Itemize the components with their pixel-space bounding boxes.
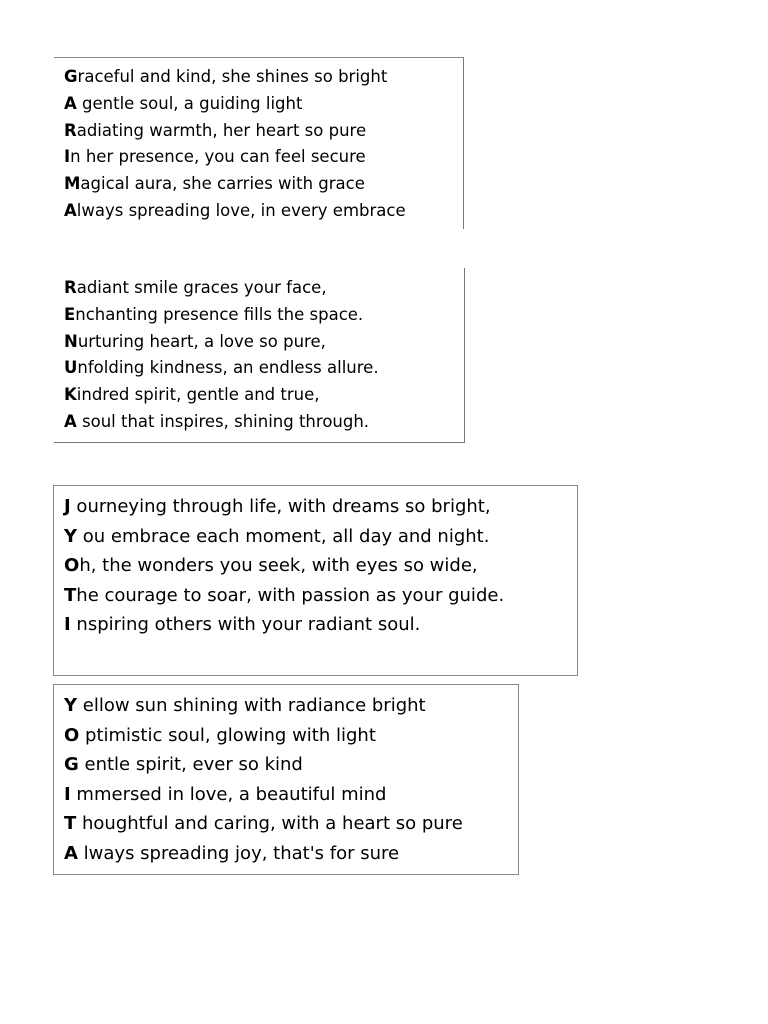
poem-line	[64, 275, 464, 302]
poem-line-initial: R	[64, 120, 77, 140]
poem-line-initial: G	[64, 67, 78, 86]
poem-line	[64, 409, 464, 436]
poem-line-text: ourneying through life, with dreams so bright,	[70, 496, 491, 517]
poem-line-text: nchanting presence fills the space.	[75, 304, 364, 324]
poem-line	[64, 382, 464, 409]
poem-line	[64, 302, 464, 329]
poem-line	[64, 492, 577, 522]
poem-line	[64, 64, 463, 91]
poem-line-text: ou embrace each moment, all day and night.	[77, 525, 490, 547]
poem-line-initial: U	[64, 358, 78, 378]
poem-line-initial: R	[64, 278, 77, 297]
poem-line-text: ptimistic soul, glowing with light	[79, 724, 376, 746]
poem-line-initial: A	[64, 200, 77, 220]
poem-line	[64, 721, 518, 751]
poem-line	[64, 839, 518, 869]
poem-line-text: agical aura, she carries with grace	[80, 174, 365, 194]
poem-line-initial: E	[64, 304, 76, 324]
acrostic-poem-yogita	[53, 684, 519, 875]
poem-line-text: nspiring others with your radiant soul.	[70, 614, 421, 635]
poem-line	[64, 809, 518, 839]
poem-line	[64, 171, 463, 198]
poem-line-text: n her presence, you can feel secure	[70, 147, 366, 167]
poem-line-text: h, the wonders you seek, with eyes so wide,	[79, 555, 478, 576]
poem-line	[64, 118, 463, 145]
poem-line-initial: A	[64, 842, 78, 864]
poem-line-initial: T	[64, 584, 77, 606]
poem-line	[64, 198, 463, 225]
poem-line-text: lways spreading love, in every embrace	[76, 200, 406, 220]
acrostic-poem-gracia	[54, 57, 464, 229]
poem-line-initial: T	[64, 813, 77, 834]
poem-line-initial: Y	[64, 695, 78, 716]
poem-line-text: entle spirit, ever so kind	[78, 754, 303, 775]
poem-line	[64, 691, 518, 721]
poem-line-text: nfolding kindness, an endless allure.	[77, 358, 379, 378]
poem-line	[64, 355, 464, 382]
poem-line-initial: I	[64, 147, 71, 167]
poem-line-initial: O	[64, 724, 80, 746]
poem-line-initial: Y	[64, 525, 78, 547]
acrostic-poem-jyoti	[53, 485, 578, 676]
poem-line-text: he courage to soar, with passion as your guide.	[76, 584, 505, 606]
poem-line-text: houghtful and caring, with a heart so pure	[76, 813, 463, 834]
poem-line-initial: K	[64, 385, 77, 405]
poem-line-initial: I	[64, 783, 71, 805]
poem-line-initial: A	[64, 411, 77, 431]
poem-line-initial: J	[64, 496, 71, 517]
acrostic-poem-renuka	[54, 268, 465, 443]
poem-line	[64, 144, 463, 171]
poem-line-initial: A	[64, 93, 77, 113]
poem-line	[64, 551, 577, 581]
poem-line-text: ellow sun shining with radiance bright	[77, 695, 426, 716]
poem-line-text: mmersed in love, a beautiful mind	[70, 783, 387, 805]
poem-line	[64, 780, 518, 810]
poem-line	[64, 329, 464, 356]
poem-line-text: raceful and kind, she shines so bright	[77, 67, 388, 86]
poem-line-initial: O	[64, 555, 80, 576]
poem-line-text: soul that inspires, shining through.	[76, 411, 370, 431]
poem-line-text: indred spirit, gentle and true,	[76, 385, 320, 405]
poem-line-text: adiating warmth, her heart so pure	[76, 120, 367, 140]
poem-line-initial: N	[64, 331, 78, 351]
poem-line-text: gentle soul, a guiding light	[76, 93, 303, 113]
poem-line	[64, 91, 463, 118]
poem-line-initial: I	[64, 614, 71, 635]
poem-line-text: adiant smile graces your face,	[76, 278, 327, 297]
poem-line	[64, 610, 577, 640]
poem-line	[64, 750, 518, 780]
poem-line-text: urturing heart, a love so pure,	[77, 331, 326, 351]
poem-line	[64, 522, 577, 552]
poem-line-initial: G	[64, 754, 79, 775]
poem-line-initial: M	[64, 174, 81, 194]
poem-line	[64, 581, 577, 611]
poem-line-text: lways spreading joy, that's for sure	[77, 842, 400, 864]
